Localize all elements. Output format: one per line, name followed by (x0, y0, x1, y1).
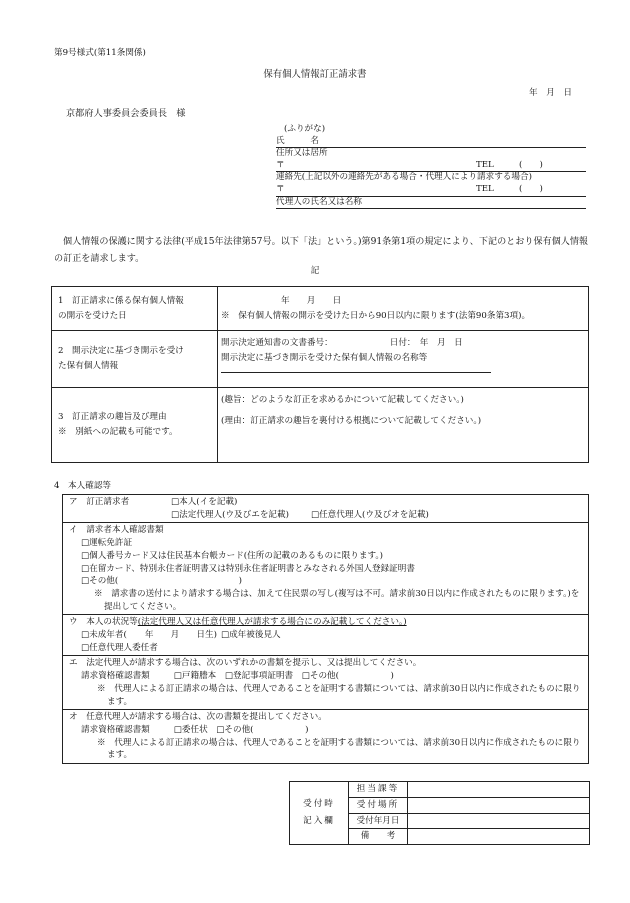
u-title-line (69, 616, 585, 629)
address-field[interactable] (276, 160, 586, 173)
section-i (63, 523, 589, 615)
request-details-table (51, 286, 589, 463)
item-purpose-reason (52, 388, 589, 463)
reception-label-line2: 記入欄 (303, 816, 335, 827)
contact-field[interactable] (276, 184, 586, 197)
request-statement: 個人情報の保護に関する法律(平成15年法律第57号。以下「法」という。)第91条第1項の規定により、下記のとおり保有個人情報の訂正を請求します。 (54, 237, 589, 264)
u-title-note: (法定代理人又は任意代理人が請求する場合にのみ記載してください。) (137, 617, 407, 628)
e-docs-label: 請求資格確認書類 (81, 671, 150, 682)
doc-date-label: 日付： 年 月 日 (389, 338, 463, 348)
reception-place-label: 受付場所 (349, 797, 408, 813)
section-u (63, 615, 589, 656)
identity-verification-table (62, 494, 589, 764)
date-line[interactable]: 年 月 日 (529, 88, 572, 98)
reception-box (289, 781, 590, 845)
item-2-label (52, 331, 218, 388)
tel-paren: ( ) (519, 159, 543, 170)
u-option-delegator[interactable]: □任意代理人委任者 (81, 642, 158, 653)
i-option-other[interactable]: □その他( ) (81, 576, 242, 587)
a-label: ア 訂正請求者 (69, 497, 130, 507)
item-2-label-line1: 2 開示決定に基づき開示を受け (58, 346, 184, 356)
item-2-label-line2: た保有個人情報 (58, 361, 119, 371)
i-title: イ 請求者本人確認書類 (69, 525, 164, 536)
contact-tel-paren: ( ) (519, 183, 543, 194)
item-disclosure-date (52, 287, 589, 331)
contact-label-row (276, 172, 586, 184)
reception-label-line1: 受付時 (303, 799, 335, 810)
reception-label (290, 782, 349, 845)
reception-dept-label: 担当課等 (349, 782, 408, 798)
e-docs-line (69, 670, 585, 683)
u-option-minor[interactable]: □未成年者( (81, 630, 127, 641)
o-docs-options[interactable]: □委任状 □その他( ) (173, 724, 309, 735)
reception-place-value[interactable] (408, 797, 590, 813)
address-label-row (276, 148, 586, 160)
name-label: 氏 名 (276, 135, 319, 146)
doc-number-label: 開示決定通知書の文書番号： (221, 338, 333, 348)
u-title: ウ 本人の状況等 (69, 617, 138, 628)
item-2-doc-number-line (221, 336, 585, 351)
applicant-block (276, 124, 586, 209)
address-label: 住所又は居所 (276, 148, 328, 159)
proxy-name-label: 代理人の氏名又は名称 (276, 196, 362, 207)
e-note: ※ 代理人による訂正請求の場合は、代理人であることを証明する書類については、請求前30日以内に作成されたものに限ります。 (97, 683, 581, 707)
reception-dept-value[interactable] (408, 782, 590, 798)
i-option-residence-card[interactable]: □在留カード、特別永住者証明書又は特別永住者証明書とみなされる外国人登録証明書 (81, 563, 415, 574)
reception-remarks-label: 備 考 (349, 829, 408, 845)
u-minor-birthdate[interactable]: 年 月 日生) (144, 630, 217, 641)
item-3-label-line1: 3 訂正請求の趣旨及び理由 (58, 412, 167, 422)
contact-label: 連絡先(上記以外の連絡先がある場合・代理人により請求する場合) (276, 172, 532, 183)
item-3-label-line2: ※ 別紙への記載も可能です。 (58, 427, 178, 437)
section-a (63, 495, 589, 523)
addressee: 京都府人事委員会委員長 様 (66, 108, 186, 119)
a-option-voluntary-proxy[interactable]: □任意代理人(ウ及びオを記載) (310, 509, 429, 520)
proxy-name-field[interactable] (276, 197, 586, 210)
e-docs-options[interactable]: □戸籍謄本 □登記事項証明書 □その他( ) (173, 671, 394, 682)
item-1-note: ※ 保有個人情報の開示を受けた日から90日以内に限ります(法第90条第3項)。 (221, 310, 531, 321)
item-1-value[interactable] (218, 287, 589, 331)
u-line2 (69, 629, 585, 642)
section-i-cell (63, 523, 589, 615)
reception-date-label: 受付年月日 (349, 813, 408, 829)
section-4-title: 4 本人確認等 (54, 481, 112, 491)
section-e-cell (63, 656, 589, 710)
item-3-purpose-hint: (趣旨：どのような訂正を求めるかについて記載してください。) (221, 395, 464, 405)
item-1-label-line1: 1 訂正請求に係る保有個人情報 (58, 295, 184, 306)
section-o-cell (63, 710, 589, 764)
item-3-reason-hint: (理由：訂正請求の趣旨を裏付ける根拠について記載してください。) (221, 416, 482, 426)
section-e (63, 656, 589, 710)
item-1-date: 年 月 日 (281, 295, 342, 306)
tel-label: TEL (476, 159, 494, 170)
item-1-label-line2: の開示を受けた日 (58, 310, 127, 321)
o-title: オ 任意代理人が請求する場合は、次の書類を提出してください。 (69, 712, 327, 723)
section-u-cell (63, 615, 589, 656)
contact-postal-mark: 〒 (276, 183, 285, 194)
ki-heading: 記 (310, 266, 320, 276)
section-a-line1 (69, 496, 585, 509)
item-3-value[interactable] (218, 388, 589, 463)
reception-row-dept (290, 782, 590, 798)
o-note: ※ 代理人による訂正請求の場合は、代理人であることを証明する書類については、請求前30日以内に作成されたものに限ります。 (97, 737, 581, 761)
item-2-value[interactable] (218, 331, 589, 388)
o-docs-label: 請求資格確認書類 (81, 724, 150, 735)
reception-date-value[interactable] (408, 813, 590, 829)
i-option-license[interactable]: □運転免許証 (81, 538, 133, 549)
a-option-self[interactable]: □本人(イを記載) (171, 497, 238, 507)
name-field[interactable] (276, 136, 586, 149)
reception-remarks-value[interactable] (408, 829, 590, 845)
i-note: ※ 請求書の送付により請求する場合は、加えて住民票の写し(複写は不可。請求前30日以内に作成されたものに限ります。)を提出してください。 (94, 588, 580, 612)
postal-mark: 〒 (276, 159, 285, 170)
i-option-mynumber[interactable]: □個人番号カード又は住民基本台帳カード(住所の記載のあるものに限ります。) (81, 550, 384, 561)
item-1-label (52, 287, 218, 331)
item-disclosed-info (52, 331, 589, 388)
o-docs-line (69, 724, 585, 737)
item-3-label (52, 388, 218, 463)
section-a-cell (63, 495, 589, 523)
item-2-underline (221, 366, 491, 373)
form-number: 第9号様式(第11条関係) (54, 48, 146, 58)
section-o (63, 710, 589, 764)
u-option-adult-ward[interactable]: □成年被後見人 (220, 630, 281, 641)
item-2-info-name-label: 開示決定に基づき開示を受けた保有個人情報の名称等 (221, 353, 428, 363)
a-option-legal-proxy[interactable]: □法定代理人(ウ及びエを記載) (171, 509, 289, 520)
furigana-label: (ふりがな) (284, 124, 326, 134)
e-title: エ 法定代理人が請求する場合は、次のいずれかの書類を提示し、又は提出してください。 (69, 658, 422, 669)
contact-tel-label: TEL (476, 183, 494, 194)
section-a-line2 (69, 509, 585, 522)
furigana-row[interactable] (276, 124, 586, 136)
document-title: 保有個人情報訂正請求書 (263, 69, 367, 80)
